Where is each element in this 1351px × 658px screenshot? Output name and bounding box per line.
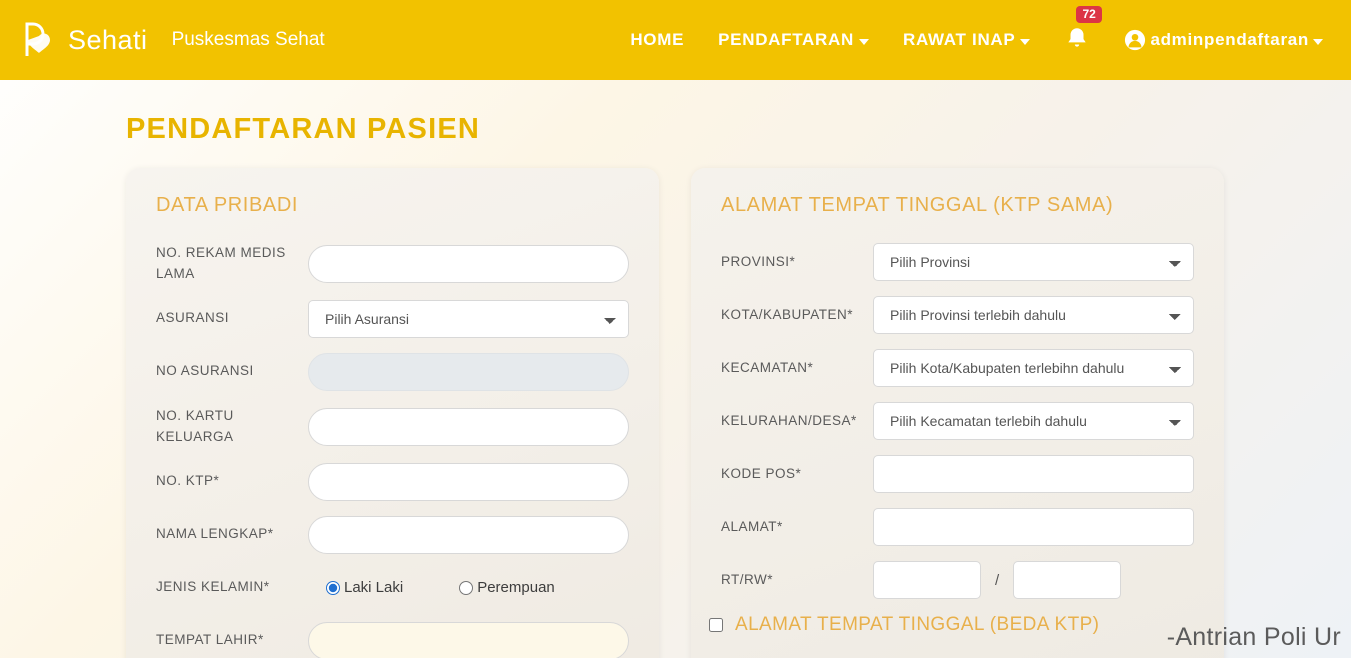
nav-item-pendaftaran[interactable] [718,30,869,50]
notification-badge: 72 [1076,6,1101,23]
input-no-rekam-medis-lama[interactable] [308,245,629,283]
nav-links [630,6,1329,57]
sehati-logo-icon [18,19,58,61]
label-no-ktp: NO. KTP* [156,473,220,489]
form-panels [0,146,1351,658]
field-row-no-kartu-keluarga [156,406,629,448]
top-navbar [0,0,1351,80]
field-row-kecamatan [721,349,1194,387]
label-provinsi: PROVINSI* [721,253,796,269]
brand[interactable] [18,19,325,61]
field-row-no-ktp [156,463,629,501]
field-row-kota-kabupaten [721,296,1194,334]
input-rt[interactable] [873,561,981,599]
notifications-button[interactable] [1064,6,1096,57]
label-tempat-lahir: TEMPAT LAHIR* [156,632,264,648]
select-kelurahan-desa[interactable] [873,402,1194,440]
label-no-rekam-medis-lama: NO. REKAM MEDIS LAMA [156,245,286,281]
input-tempat-lahir[interactable] [308,622,629,658]
user-menu[interactable] [1124,29,1323,51]
radio-label-perempuan: Perempuan [477,579,555,597]
input-no-ktp[interactable] [308,463,629,501]
bell-icon [1064,24,1090,57]
radio-input-perempuan[interactable] [459,581,473,595]
field-row-nama-lengkap [156,516,629,554]
label-rt-rw: RT/RW* [721,571,774,587]
antrian-ticker: -Antrian Poli Ur [1166,623,1341,651]
user-menu-label: adminpendaftaran [1150,30,1309,49]
label-nama-lengkap: NAMA LENGKAP* [156,526,274,542]
field-row-tempat-lahir [156,622,629,658]
select-asuransi[interactable] [308,300,629,338]
label-no-asuransi: NO ASURANSI [156,363,254,379]
chevron-down-icon [1020,39,1030,45]
card-alamat-title: ALAMAT TEMPAT TINGGAL (KTP SAMA) [721,194,1114,216]
field-row-jenis-kelamin [156,569,629,607]
input-no-asuransi [308,353,629,391]
user-avatar-icon [1124,29,1146,51]
select-provinsi[interactable] [873,243,1194,281]
chevron-down-icon [859,39,869,45]
input-alamat[interactable] [873,508,1194,546]
brand-name: Sehati [68,24,148,55]
nav-item-pendaftaran-label: PENDAFTARAN [718,30,854,49]
label-kecamatan: KECAMATAN* [721,359,814,375]
label-alamat: ALAMAT* [721,518,783,534]
input-no-kartu-keluarga[interactable] [308,408,629,446]
field-row-no-rekam-medis-lama [156,243,629,285]
label-kode-pos: KODE POS* [721,465,802,481]
nav-item-home-label: HOME [630,30,685,49]
label-jenis-kelamin: JENIS KELAMIN* [156,579,270,595]
select-kecamatan[interactable] [873,349,1194,387]
nav-item-home[interactable] [630,30,684,50]
nav-item-rawat-inap-label: RAWAT INAP [902,30,1016,49]
field-row-kelurahan-desa [721,402,1194,440]
field-row-provinsi [721,243,1194,281]
page-title: PENDAFTARAN PASIEN [126,113,481,145]
chevron-down-icon [1313,39,1323,45]
checkbox-row-alamat-beda-ktp[interactable] [709,614,1194,636]
field-row-rt-rw [721,561,1194,599]
field-row-asuransi [156,300,629,338]
card-alamat-ktp-sama [691,168,1224,658]
rt-rw-separator: / [995,571,1000,589]
brand-subtitle: Puskesmas Sehat [171,29,325,50]
radio-option-laki-laki[interactable] [326,579,403,596]
checkbox-label-alamat-beda-ktp: ALAMAT TEMPAT TINGGAL (BEDA KTP) [735,614,1100,635]
card-data-pribadi [126,168,659,658]
input-nama-lengkap[interactable] [308,516,629,554]
field-row-no-asuransi [156,353,629,391]
label-asuransi: ASURANSI [156,310,230,326]
select-kota-kabupaten[interactable] [873,296,1194,334]
nav-item-rawat-inap[interactable] [903,30,1030,50]
rt-rw-group [873,561,1194,599]
radio-input-laki-laki[interactable] [326,581,340,595]
card-data-pribadi-title: DATA PRIBADI [156,194,299,216]
label-kelurahan-desa: KELURAHAN/DESA* [721,412,857,428]
label-kota-kabupaten: KOTA/KABUPATEN* [721,306,854,322]
input-rw[interactable] [1013,561,1121,599]
label-no-kartu-keluarga: NO. KARTU KELUARGA [156,407,234,444]
input-kode-pos[interactable] [873,455,1194,493]
field-row-kode-pos [721,455,1194,493]
radio-group-jenis-kelamin [308,579,629,596]
checkbox-alamat-beda-ktp[interactable] [709,618,723,632]
radio-option-perempuan[interactable] [459,579,555,596]
field-row-alamat [721,508,1194,546]
radio-label-laki-laki: Laki Laki [344,579,404,597]
